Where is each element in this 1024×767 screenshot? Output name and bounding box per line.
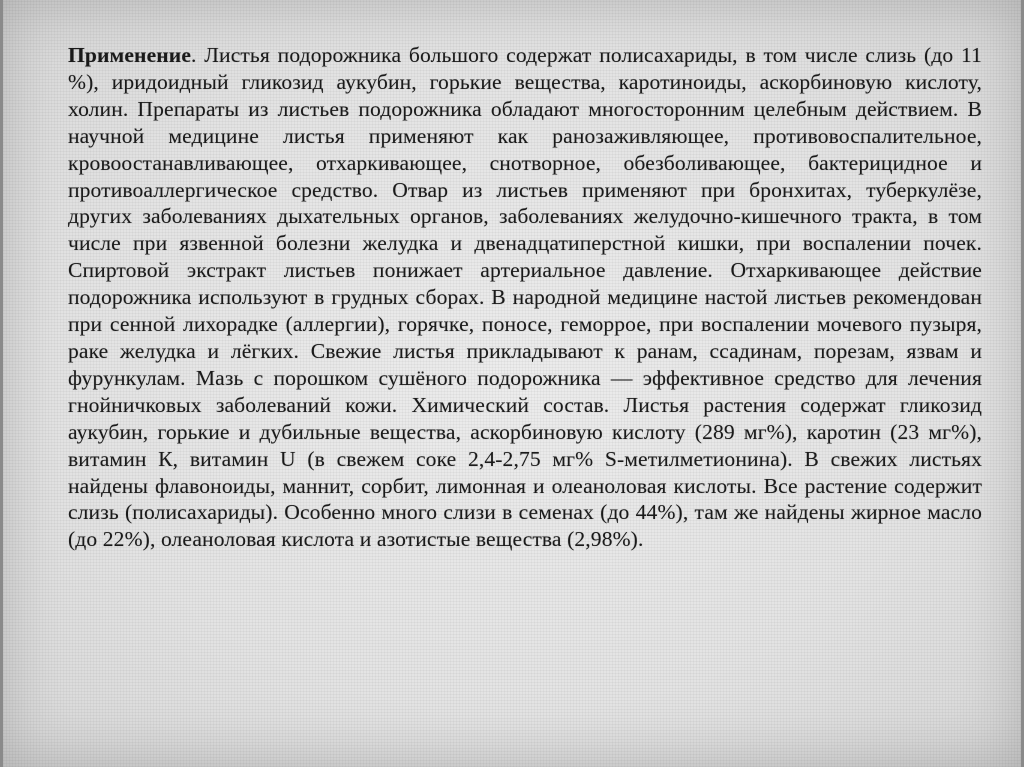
section-heading: Применение [68,43,192,67]
slide-left-edge [0,0,3,767]
body-text: . Листья подорожника большого содержат полисахариды, в том числе слизь (до 11 %), иридоидный гликозид аукубин, горькие вещества, каротиноиды, аскорбиновую кислоту, холин. Препараты из листьев подорожника обладают многосторонним целебным действием. В научной медицине листья применяют как ранозаживляющее, противовоспалительное, кровоостанавливающее, отхаркивающее, снотворное, обезболивающее, бактерицидное и противоаллергическое средство. Отвар из листьев применяют при бронхитах, туберкулёзе, других заболеваниях дыхательных органов, заболеваниях желудочно-кишечного тракта, в том числе при язвенной болезни желудка и двенадцатиперстной кишки, при воспалении почек. Спиртовой экстракт листьев понижает артериальное давление. Отхаркивающее действие подорожника используют в грудных сборах. В народной медицине настой листьев рекомендован при сенной лихорадке (аллергии), горячке, поносе, геморрое, при воспалении мочевого пузыря, раке желудка и лёгких. Свежие листья прикладывают к ранам, ссадинам, порезам, язвам и фурункулам. Мазь с порошком сушёного подорожника — эффективное средство для лечения гнойничковых заболеваний кожи. Химический состав. Листья растения содержат гликозид аукубин, горькие и дубильные вещества, аскорбиновую кислоту (289 мг%), каротин (23 мг%), витамин К, витамин U (в свежем соке 2,4-2,75 мг% S-метилметионина). В свежих листьях найдены флавоноиды, маннит, сорбит, лимонная и олеаноловая кислоты. Все растение содержит слизь (полисахариды). Особенно много слизи в семенах (до 44%), там же найдены жирное масло (до 22%), олеаноловая кислота и азотистые вещества (2,98%). [68,43,982,552]
slide-text-block [68,42,982,553]
